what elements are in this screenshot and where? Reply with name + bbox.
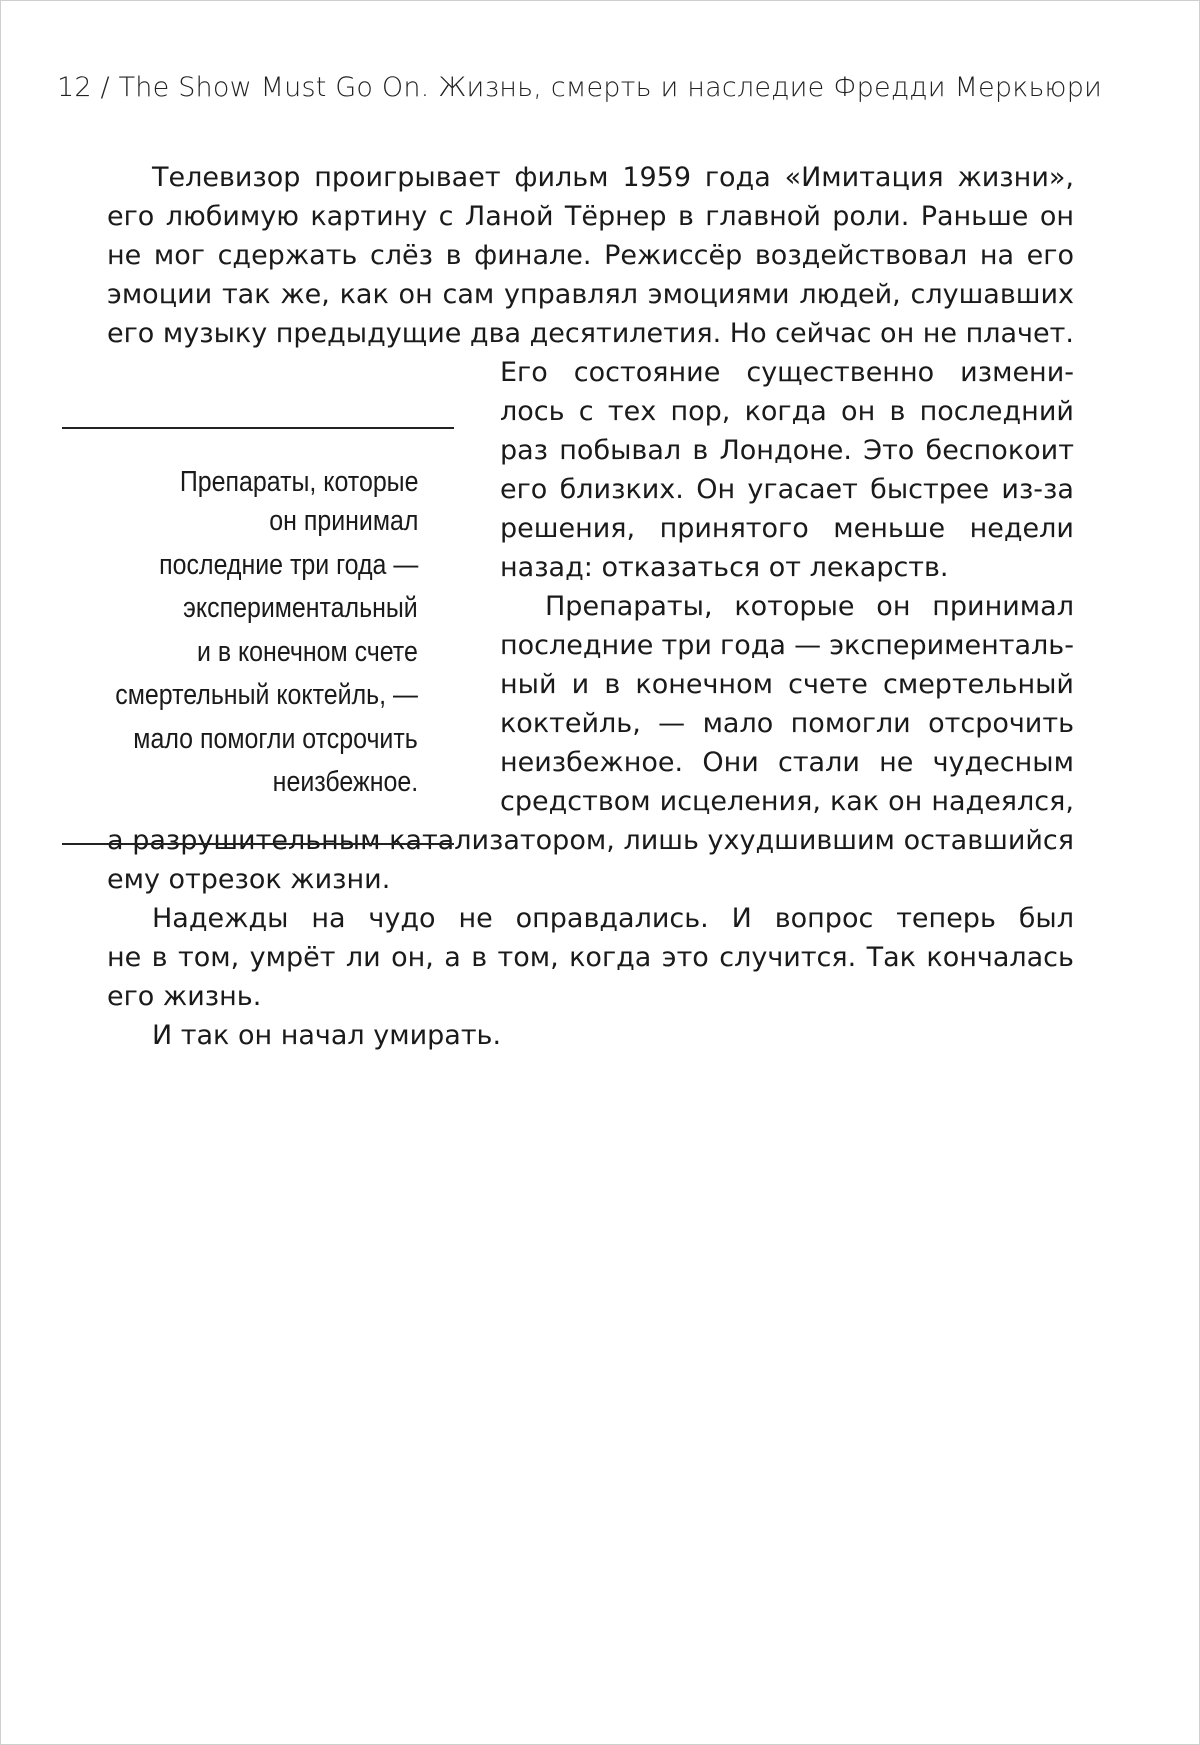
body-line: коктейль, — мало помогли отсрочить bbox=[500, 708, 1074, 739]
pull-quote-line: неизбежное. bbox=[272, 766, 418, 798]
pull-quote-line: последние три года — bbox=[158, 549, 418, 581]
body-line: его близких. Он угасает быстрее из-за bbox=[500, 474, 1074, 505]
body-line: решения, принятого меньше недели bbox=[500, 513, 1074, 544]
body-line: раз побывал в Лондоне. Это беспокоит bbox=[500, 435, 1074, 466]
pull-quote-line: Препараты, которые bbox=[179, 466, 418, 498]
running-head: 12 / The Show Must Go On. Жизнь, смерть и наследие Фредди Меркьюри bbox=[57, 72, 1103, 103]
pull-quote-bottom-rule bbox=[62, 843, 454, 845]
body-line: назад: отказаться от лекарств. bbox=[500, 552, 949, 583]
body-line: его жизнь. bbox=[107, 981, 262, 1012]
body-line: И так он начал умирать. bbox=[152, 1020, 502, 1051]
body-line: эмоции так же, как он сам управлял эмоциями людей, слушавших bbox=[107, 279, 1074, 310]
pull-quote-line: мало помогли отсрочить bbox=[133, 723, 418, 755]
body-line: не в том, умрёт ли он, а в том, когда это случится. Так кончалась bbox=[107, 942, 1074, 973]
body-line: Препараты, которые он принимал bbox=[545, 591, 1074, 622]
body-line: лось с тех пор, когда он в последний bbox=[500, 396, 1074, 427]
pull-quote-line: экспериментальный bbox=[183, 592, 418, 624]
body-line: его любимую картину с Ланой Тёрнер в главной роли. Раньше он bbox=[107, 201, 1074, 232]
body-line: не мог сдержать слёз в финале. Режиссёр воздействовал на его bbox=[107, 240, 1074, 271]
pull-quote-line: он принимал bbox=[268, 505, 418, 537]
pull-quote-line: смертельный коктейль, — bbox=[115, 679, 418, 711]
body-line: его музыку предыдущие два десятилетия. Но сейчас он не плачет. bbox=[107, 318, 1074, 349]
pull-quote-top-rule bbox=[62, 427, 454, 429]
body-line: ный и в конечном счете смертельный bbox=[500, 669, 1074, 700]
body-line: Надежды на чудо не оправдались. И вопрос теперь был bbox=[152, 903, 1074, 934]
body-line: а разрушительным катализатором, лишь ухудшившим оставшийся bbox=[107, 825, 1074, 856]
body-line: Телевизор проигрывает фильм 1959 года «Имитация жизни», bbox=[152, 162, 1074, 193]
body-line: Его состояние существенно измени- bbox=[500, 357, 1074, 388]
body-line: средством исцеления, как он надеялся, bbox=[500, 786, 1074, 817]
body-line: ему отрезок жизни. bbox=[107, 864, 391, 895]
pull-quote-line: и в конечном счете bbox=[197, 636, 418, 668]
body-line: последние три года — эксперименталь- bbox=[500, 630, 1074, 661]
body-line: неизбежное. Они стали не чудесным bbox=[500, 747, 1074, 778]
